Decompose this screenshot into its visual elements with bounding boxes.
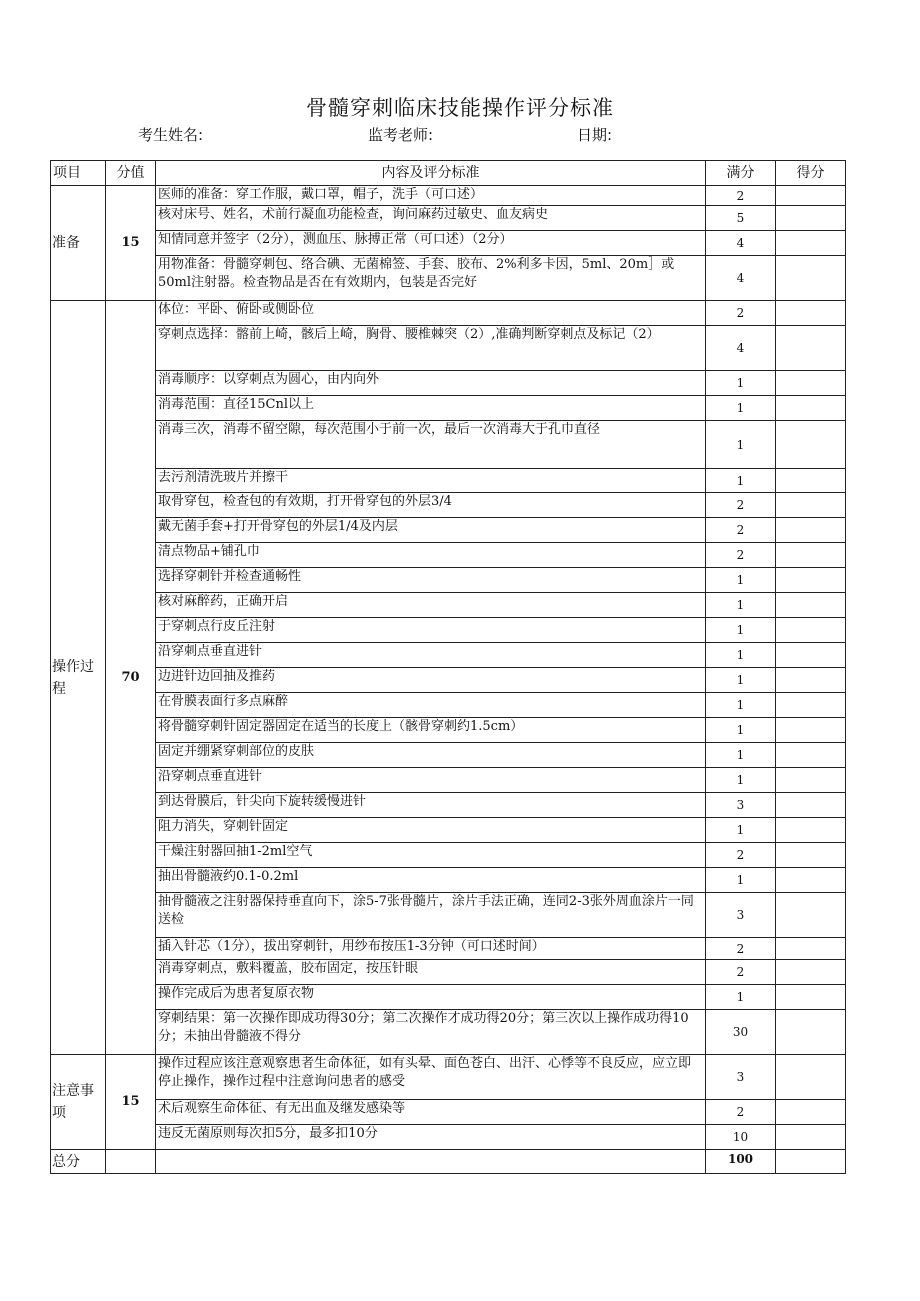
date-label: 日期: bbox=[577, 126, 613, 144]
section-name: 操作过程 bbox=[51, 301, 106, 1055]
obtained-score-cell[interactable] bbox=[776, 1010, 846, 1055]
criteria-content: 消毒范围：直径15Cnl以上 bbox=[156, 396, 706, 421]
obtained-score-cell[interactable] bbox=[776, 568, 846, 593]
table-row bbox=[51, 206, 846, 231]
section-score: 15 bbox=[106, 1055, 156, 1150]
header-project: 项目 bbox=[51, 161, 106, 186]
table-row bbox=[51, 1055, 846, 1100]
full-score-cell: 10 bbox=[706, 1125, 776, 1150]
criteria-content: 戴无菌手套+打开骨穿包的外层1/4及内层 bbox=[156, 518, 706, 543]
full-score-cell: 1 bbox=[706, 618, 776, 643]
total-row bbox=[51, 1150, 846, 1174]
full-score-cell: 2 bbox=[706, 493, 776, 518]
criteria-content: 消毒三次，消毒不留空隙，每次范围小于前一次，最后一次消毒大于孔巾直径 bbox=[156, 421, 706, 469]
full-score-cell: 2 bbox=[706, 543, 776, 568]
full-score-cell: 4 bbox=[706, 231, 776, 256]
table-row bbox=[51, 743, 846, 768]
criteria-content: 阻力消失，穿刺针固定 bbox=[156, 818, 706, 843]
criteria-content: 边进针边回抽及推药 bbox=[156, 668, 706, 693]
criteria-content: 术后观察生命体征、有无出血及继发感染等 bbox=[156, 1100, 706, 1125]
total-content-empty bbox=[156, 1150, 706, 1174]
obtained-score-cell[interactable] bbox=[776, 960, 846, 985]
obtained-score-cell[interactable] bbox=[776, 543, 846, 568]
obtained-score-cell[interactable] bbox=[776, 985, 846, 1010]
criteria-content: 消毒穿刺点，敷料覆盖，胶布固定，按压针眼 bbox=[156, 960, 706, 985]
total-label: 总分 bbox=[51, 1150, 106, 1174]
criteria-content: 体位：平卧、俯卧或侧卧位 bbox=[156, 301, 706, 326]
full-score-cell: 1 bbox=[706, 868, 776, 893]
full-score-cell: 1 bbox=[706, 985, 776, 1010]
table-body bbox=[51, 186, 846, 1174]
header-full-score: 满分 bbox=[706, 161, 776, 186]
full-score-cell: 2 bbox=[706, 960, 776, 985]
full-score-cell: 30 bbox=[706, 1010, 776, 1055]
table-row bbox=[51, 960, 846, 985]
full-score-cell: 1 bbox=[706, 469, 776, 493]
criteria-content: 穿刺点选择：髂前上崎，骸后上崎，胸骨、腰椎棘突（2）,准确判断穿刺点及标记（2） bbox=[156, 326, 706, 371]
obtained-score-cell[interactable] bbox=[776, 326, 846, 371]
table-row bbox=[51, 793, 846, 818]
criteria-content: 用物准备：骨髓穿刺包、络合碘、无菌棉签、手套、胶布、2%利多卡因，5ml、20m］或50ml注射器。检查物品是否在有效期内，包装是否完好 bbox=[156, 256, 706, 301]
full-score-cell: 1 bbox=[706, 643, 776, 668]
table-row bbox=[51, 1100, 846, 1125]
obtained-score-cell[interactable] bbox=[776, 818, 846, 843]
table-row bbox=[51, 843, 846, 868]
full-score-cell: 1 bbox=[706, 718, 776, 743]
full-score-cell: 1 bbox=[706, 568, 776, 593]
obtained-score-cell[interactable] bbox=[776, 893, 846, 938]
full-score-cell: 1 bbox=[706, 768, 776, 793]
table-row bbox=[51, 985, 846, 1010]
table-row bbox=[51, 768, 846, 793]
table-row bbox=[51, 618, 846, 643]
section-score: 70 bbox=[106, 301, 156, 1055]
criteria-content: 违反无菌原则每次扣5分，最多扣10分 bbox=[156, 1125, 706, 1150]
total-full-score: 100 bbox=[706, 1150, 776, 1174]
criteria-content: 选择穿刺针并检查通畅性 bbox=[156, 568, 706, 593]
criteria-content: 消毒顺序：以穿刺点为圆心，由内向外 bbox=[156, 371, 706, 396]
table-row bbox=[51, 231, 846, 256]
table-row bbox=[51, 568, 846, 593]
obtained-score-cell[interactable] bbox=[776, 843, 846, 868]
criteria-content: 取骨穿包，检查包的有效期，打开骨穿包的外层3/4 bbox=[156, 493, 706, 518]
obtained-score-cell[interactable] bbox=[776, 469, 846, 493]
table-row bbox=[51, 301, 846, 326]
obtained-score-cell[interactable] bbox=[776, 301, 846, 326]
page-title: 骨髓穿刺临床技能操作评分标准 bbox=[306, 96, 614, 120]
full-score-cell: 1 bbox=[706, 421, 776, 469]
section-name: 注意事项 bbox=[51, 1055, 106, 1150]
obtained-score-cell[interactable] bbox=[776, 493, 846, 518]
obtained-score-cell[interactable] bbox=[776, 643, 846, 668]
table-row bbox=[51, 421, 846, 469]
obtained-score-cell[interactable] bbox=[776, 693, 846, 718]
criteria-content: 固定并绷紧穿刺部位的皮肤 bbox=[156, 743, 706, 768]
obtained-score-cell[interactable] bbox=[776, 618, 846, 643]
full-score-cell: 2 bbox=[706, 518, 776, 543]
obtained-score-cell[interactable] bbox=[776, 718, 846, 743]
section-name: 准备 bbox=[51, 186, 106, 301]
header-score: 分值 bbox=[106, 161, 156, 186]
criteria-content: 沿穿刺点垂直进针 bbox=[156, 643, 706, 668]
criteria-content: 医师的准备：穿工作服，戴口罩，帽子，洗手（可口述） bbox=[156, 186, 706, 206]
full-score-cell: 1 bbox=[706, 593, 776, 618]
obtained-score-cell[interactable] bbox=[776, 371, 846, 396]
table-row bbox=[51, 893, 846, 938]
obtained-score-cell[interactable] bbox=[776, 1125, 846, 1150]
table-row bbox=[51, 718, 846, 743]
criteria-content: 到达骨膜后，针尖向下旋转缓慢进针 bbox=[156, 793, 706, 818]
table-row bbox=[51, 396, 846, 421]
obtained-score-cell[interactable] bbox=[776, 793, 846, 818]
full-score-cell: 2 bbox=[706, 186, 776, 206]
total-score-empty bbox=[106, 1150, 156, 1174]
examiner-label: 监考老师: bbox=[368, 126, 434, 144]
obtained-score-cell[interactable] bbox=[776, 256, 846, 301]
obtained-score-cell[interactable] bbox=[776, 768, 846, 793]
obtained-score-cell[interactable] bbox=[776, 421, 846, 469]
table-row bbox=[51, 593, 846, 618]
table-row bbox=[51, 668, 846, 693]
full-score-cell: 4 bbox=[706, 326, 776, 371]
criteria-content: 于穿刺点行皮丘注射 bbox=[156, 618, 706, 643]
full-score-cell: 1 bbox=[706, 743, 776, 768]
obtained-score-cell[interactable] bbox=[776, 1100, 846, 1125]
obtained-score-cell[interactable] bbox=[776, 868, 846, 893]
full-score-cell: 2 bbox=[706, 1100, 776, 1125]
criteria-content: 操作过程应该注意观察患者生命体征，如有头晕、面色苍白、出汗、心悸等不良反应，应立即停止操作，操作过程中注意询问患者的感受 bbox=[156, 1055, 706, 1100]
criteria-content: 插入针芯（1分），拔出穿刺针，用纱布按压1-3分钟（可口述时间） bbox=[156, 938, 706, 960]
full-score-cell: 1 bbox=[706, 818, 776, 843]
criteria-content: 在骨膜表面行多点麻醉 bbox=[156, 693, 706, 718]
full-score-cell: 1 bbox=[706, 693, 776, 718]
criteria-content: 穿刺结果：第一次操作即成功得30分；第二次操作才成功得20分；第三次以上操作成功得10分；未抽出骨髓液不得分 bbox=[156, 1010, 706, 1055]
criteria-content: 核对麻醉药，正确开启 bbox=[156, 593, 706, 618]
header-content: 内容及评分标准 bbox=[156, 161, 706, 186]
scoring-table bbox=[50, 160, 846, 1174]
table-row bbox=[51, 469, 846, 493]
obtained-score-cell[interactable] bbox=[776, 518, 846, 543]
criteria-content: 将骨髓穿刺针固定器固定在适当的长度上（骸骨穿刺约1.5cm） bbox=[156, 718, 706, 743]
criteria-content: 核对床号、姓名，术前行凝血功能检查，询问麻药过敏史、血友病史 bbox=[156, 206, 706, 231]
full-score-cell: 1 bbox=[706, 396, 776, 421]
obtained-score-cell[interactable] bbox=[776, 186, 846, 206]
criteria-content: 干燥注射器回抽1-2ml空气 bbox=[156, 843, 706, 868]
obtained-score-cell[interactable] bbox=[776, 743, 846, 768]
obtained-score-cell[interactable] bbox=[776, 206, 846, 231]
table-row bbox=[51, 818, 846, 843]
full-score-cell: 1 bbox=[706, 371, 776, 396]
obtained-score-cell[interactable] bbox=[776, 593, 846, 618]
full-score-cell: 2 bbox=[706, 843, 776, 868]
table-row bbox=[51, 938, 846, 960]
criteria-content: 操作完成后为患者复原衣物 bbox=[156, 985, 706, 1010]
table-row bbox=[51, 868, 846, 893]
criteria-content: 去污剂清洗玻片并擦干 bbox=[156, 469, 706, 493]
full-score-cell: 2 bbox=[706, 938, 776, 960]
obtained-score-cell[interactable] bbox=[776, 396, 846, 421]
full-score-cell: 5 bbox=[706, 206, 776, 231]
full-score-cell: 3 bbox=[706, 893, 776, 938]
header-row bbox=[51, 161, 846, 186]
criteria-content: 知情同意并签字（2分），测血压、脉搏正常（可口述）（2分） bbox=[156, 231, 706, 256]
full-score-cell: 1 bbox=[706, 668, 776, 693]
full-score-cell: 4 bbox=[706, 256, 776, 301]
table-row bbox=[51, 518, 846, 543]
obtained-score-cell[interactable] bbox=[776, 938, 846, 960]
total-obtained-score[interactable] bbox=[776, 1150, 846, 1174]
full-score-cell: 3 bbox=[706, 1055, 776, 1100]
table-row bbox=[51, 543, 846, 568]
table-row bbox=[51, 371, 846, 396]
obtained-score-cell[interactable] bbox=[776, 231, 846, 256]
table-row bbox=[51, 1010, 846, 1055]
table-row bbox=[51, 186, 846, 206]
table-row bbox=[51, 1125, 846, 1150]
obtained-score-cell[interactable] bbox=[776, 668, 846, 693]
student-name-label: 考生姓名: bbox=[138, 126, 204, 144]
table-row bbox=[51, 256, 846, 301]
table-row bbox=[51, 326, 846, 371]
table-row bbox=[51, 693, 846, 718]
criteria-content: 抽骨髓液之注射器保持垂直向下，涂5-7张骨髓片，涂片手法正确，连同2-3张外周血涂片一同送检 bbox=[156, 893, 706, 938]
table-row bbox=[51, 493, 846, 518]
header-obtained-score: 得分 bbox=[776, 161, 846, 186]
full-score-cell: 3 bbox=[706, 793, 776, 818]
criteria-content: 清点物品+铺孔巾 bbox=[156, 543, 706, 568]
criteria-content: 沿穿刺点垂直进针 bbox=[156, 768, 706, 793]
obtained-score-cell[interactable] bbox=[776, 1055, 846, 1100]
criteria-content: 抽出骨髓液约0.1-0.2ml bbox=[156, 868, 706, 893]
section-score: 15 bbox=[106, 186, 156, 301]
table-row bbox=[51, 643, 846, 668]
full-score-cell: 2 bbox=[706, 301, 776, 326]
